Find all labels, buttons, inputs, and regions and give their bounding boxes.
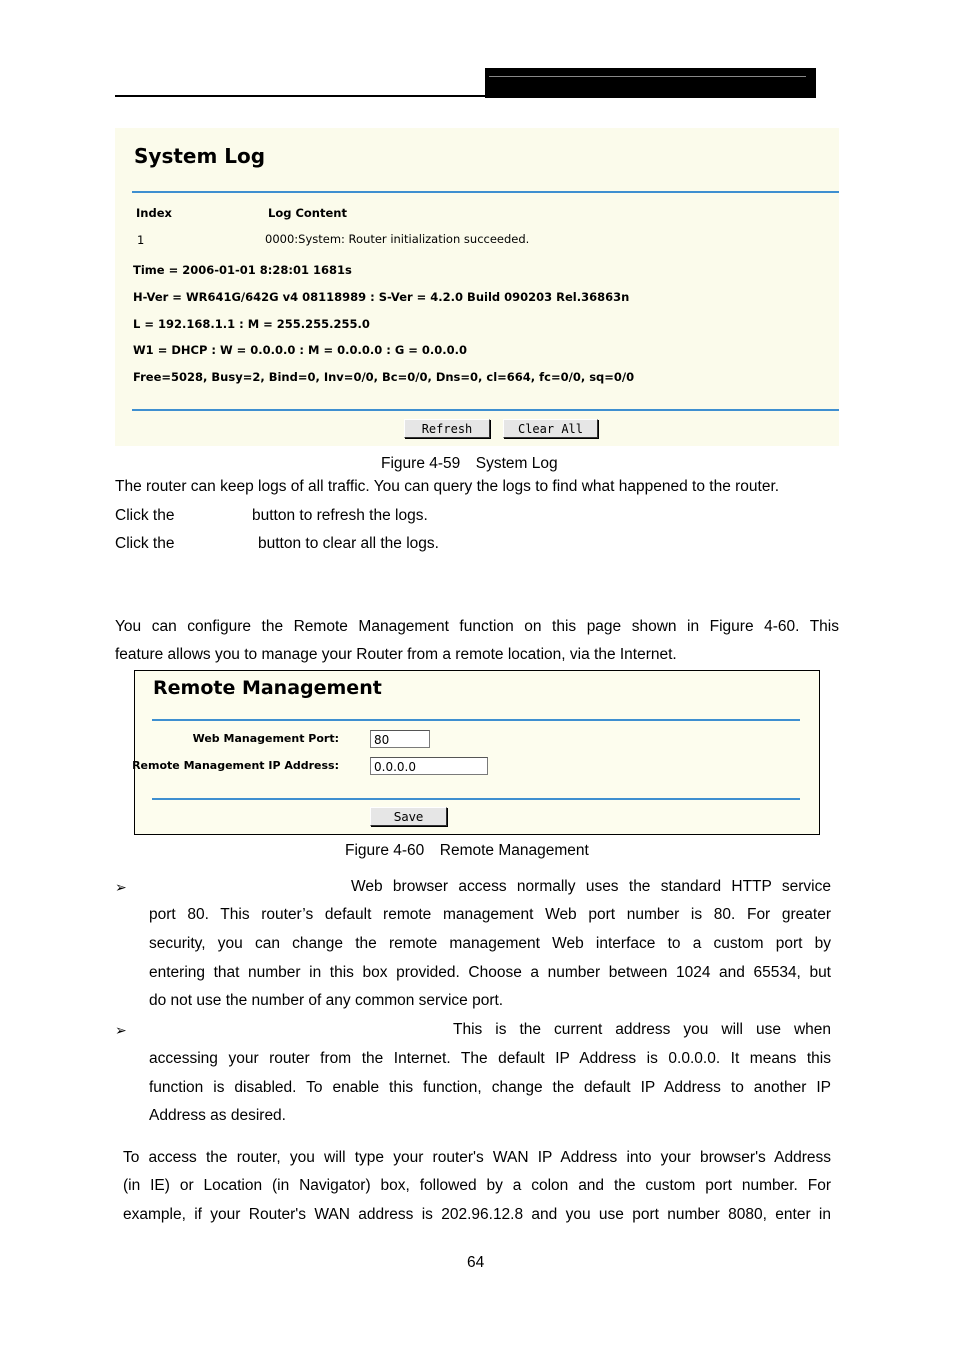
log-time: Time = 2006-01-01 8:28:01 1681s xyxy=(133,263,352,277)
bullet-text: Address as desired. xyxy=(149,1107,286,1124)
paragraph: To access the router, you will type your router's WAN IP Address into your browser's Address xyxy=(123,1149,831,1166)
bullet-icon: ➢ xyxy=(115,879,127,895)
divider xyxy=(152,798,800,800)
index-header: Index xyxy=(136,206,172,220)
figure-caption: Figure 4-59 System Log xyxy=(381,455,558,472)
log-content: 0000:System: Router initialization succeeded. xyxy=(265,232,530,246)
log-hw-version: H-Ver = WR641G/642G v4 08118989 : S-Ver = 4.2.0 Build 090203 Rel.36863n xyxy=(133,290,630,304)
web-management-port-label: Web Management Port: xyxy=(192,732,339,745)
paragraph: button to clear all the logs. xyxy=(258,535,439,552)
remote-ip-label: Remote Management IP Address: xyxy=(132,759,339,772)
log-content-header: Log Content xyxy=(268,206,347,220)
header-bar xyxy=(485,68,816,98)
bullet-text: do not use the number of any common service port. xyxy=(149,992,504,1009)
paragraph: (in IE) or Location (in Navigator) box, followed by a colon and the custom port number. For xyxy=(123,1177,831,1194)
bullet-text: port 80. This router’s default remote management Web port number is 80. For greater xyxy=(149,906,831,923)
log-index: 1 xyxy=(137,233,145,247)
click-the-label: Click the xyxy=(115,507,175,524)
log-stats: Free=5028, Busy=2, Bind=0, Inv=0/0, Bc=0/0, Dns=0, cl=664, fc=0/0, sq=0/0 xyxy=(133,370,635,384)
remote-ip-input[interactable]: 0.0.0.0 xyxy=(370,757,488,775)
bullet-text: This is the current address you will use when xyxy=(453,1021,831,1038)
divider xyxy=(132,191,839,193)
log-wan: W1 = DHCP : W = 0.0.0.0 : M = 0.0.0.0 : G = 0.0.0.0 xyxy=(133,343,468,357)
refresh-button[interactable]: Refresh xyxy=(404,419,490,438)
bullet-text: entering that number in this box provided. Choose a number between 1024 and 65534, but xyxy=(149,964,831,981)
bullet-text: Web browser access normally uses the standard HTTP service xyxy=(351,878,831,895)
paragraph: feature allows you to manage your Router from a remote location, via the Internet. xyxy=(115,646,677,663)
remote-management-panel xyxy=(134,670,820,835)
header-rule xyxy=(115,95,485,97)
remote-management-title: Remote Management xyxy=(153,677,382,699)
paragraph: The router can keep logs of all traffic. You can query the logs to find what happened to the router. xyxy=(115,478,780,495)
system-log-title: System Log xyxy=(134,144,266,168)
web-management-port-input[interactable]: 80 xyxy=(370,730,430,748)
bullet-text: function is disabled. To enable this function, change the default IP Address to another IP xyxy=(149,1079,831,1096)
save-button[interactable]: Save xyxy=(370,807,447,826)
bullet-text: security, you can change the remote management Web interface to a custom port by xyxy=(149,935,831,952)
divider xyxy=(152,719,800,721)
log-lan: L = 192.168.1.1 : M = 255.255.255.0 xyxy=(133,317,370,331)
paragraph: You can configure the Remote Management function on this page shown in Figure 4-60. This xyxy=(115,618,839,635)
paragraph: example, if your Router's WAN address is 202.96.12.8 and you use port number 8080, enter in xyxy=(123,1206,831,1223)
system-log-panel xyxy=(115,128,839,446)
click-the-label: Click the xyxy=(115,535,175,552)
divider xyxy=(132,409,839,411)
page-number: 64 xyxy=(467,1254,485,1271)
clear-all-button[interactable]: Clear All xyxy=(503,419,598,438)
bullet-text: accessing your router from the Internet. The default IP Address is 0.0.0.0. It means this xyxy=(149,1050,831,1067)
bullet-icon: ➢ xyxy=(115,1022,127,1038)
figure-caption: Figure 4-60 Remote Management xyxy=(345,842,589,859)
paragraph: button to refresh the logs. xyxy=(252,507,428,524)
